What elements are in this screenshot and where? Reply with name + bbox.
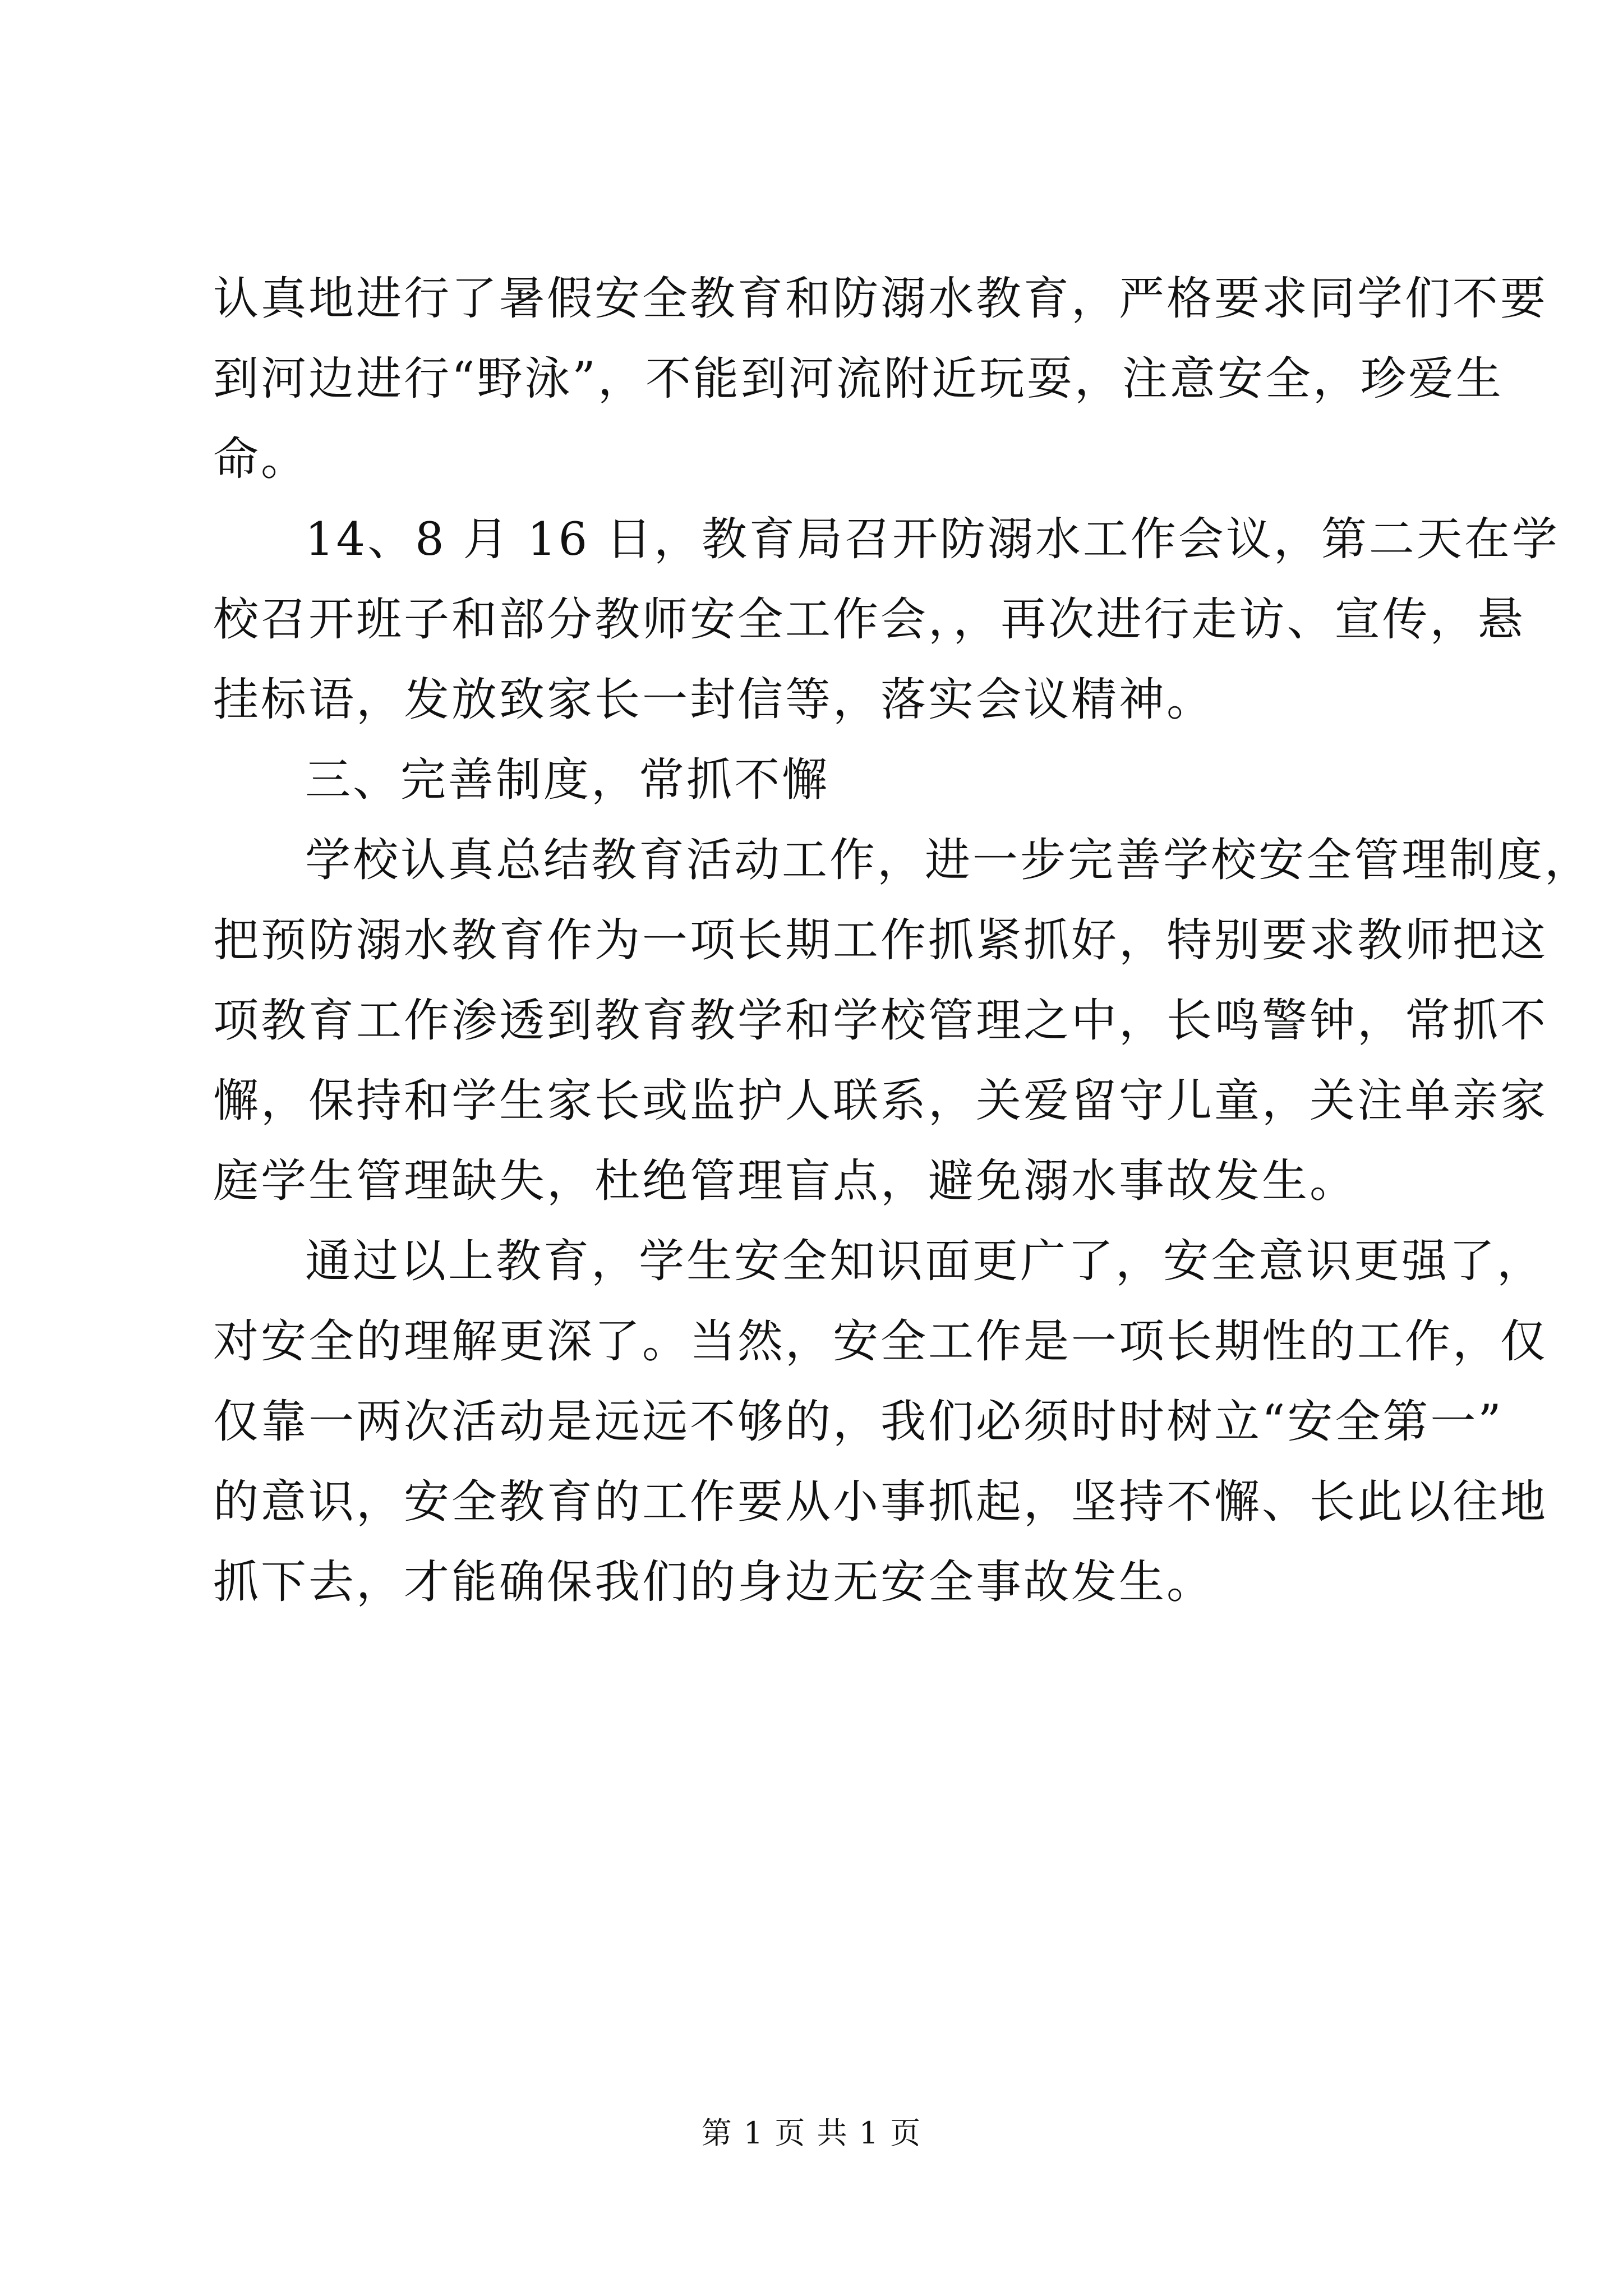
text-line: 把预防溺水教育作为一项长期工作抓紧抓好，特别要求教师把这: [213, 914, 1548, 967]
text-line: 学校认真总结教育活动工作，进一步完善学校安全管理制度，: [305, 834, 1593, 887]
section-heading: 三、完善制度，常抓不懈: [305, 754, 830, 807]
document-body: [213, 259, 1593, 1623]
text-line: 挂标语，发放致家长一封信等，落实会议精神。: [213, 674, 1215, 726]
text-line: 的意识，安全教育的工作要从小事抓起，坚持不懈、长此以往地: [213, 1476, 1548, 1529]
text-line: 项教育工作渗透到教育教学和学校管理之中，长鸣警钟，常抓不: [213, 995, 1548, 1047]
text-line: 懈，保持和学生家长或监护人联系，关爱留守儿童，关注单亲家: [213, 1075, 1548, 1128]
text-line: 到河边进行“野泳”，不能到河流附近玩耍，注意安全，珍爱生: [213, 353, 1504, 406]
text-line: 仅靠一两次活动是远远不够的，我们必须时时树立“安全第一”: [213, 1396, 1504, 1448]
text-line: 对安全的理解更深了。当然，安全工作是一项长期性的工作，仅: [213, 1315, 1548, 1368]
text-line: 校召开班子和部分教师安全工作会，，再次进行走访、宣传，悬: [213, 593, 1525, 646]
text-line: 庭学生管理缺失，杜绝管理盲点，避免溺水事故发生。: [213, 1155, 1358, 1208]
text-line: 通过以上教育，学生安全知识面更广了，安全意识更强了，: [305, 1235, 1545, 1288]
text-line: 认真地进行了暑假安全教育和防溺水教育，严格要求同学们不要: [213, 273, 1548, 325]
page-number-footer: 第 1 页 共 1 页: [701, 2115, 922, 2151]
text-line: 命。: [213, 433, 309, 486]
text-line: 抓下去，才能确保我们的身边无安全事故发生。: [213, 1556, 1215, 1609]
text-line: 14、8 月 16 日，教育局召开防溺水工作会议，第二天在学: [305, 513, 1560, 566]
